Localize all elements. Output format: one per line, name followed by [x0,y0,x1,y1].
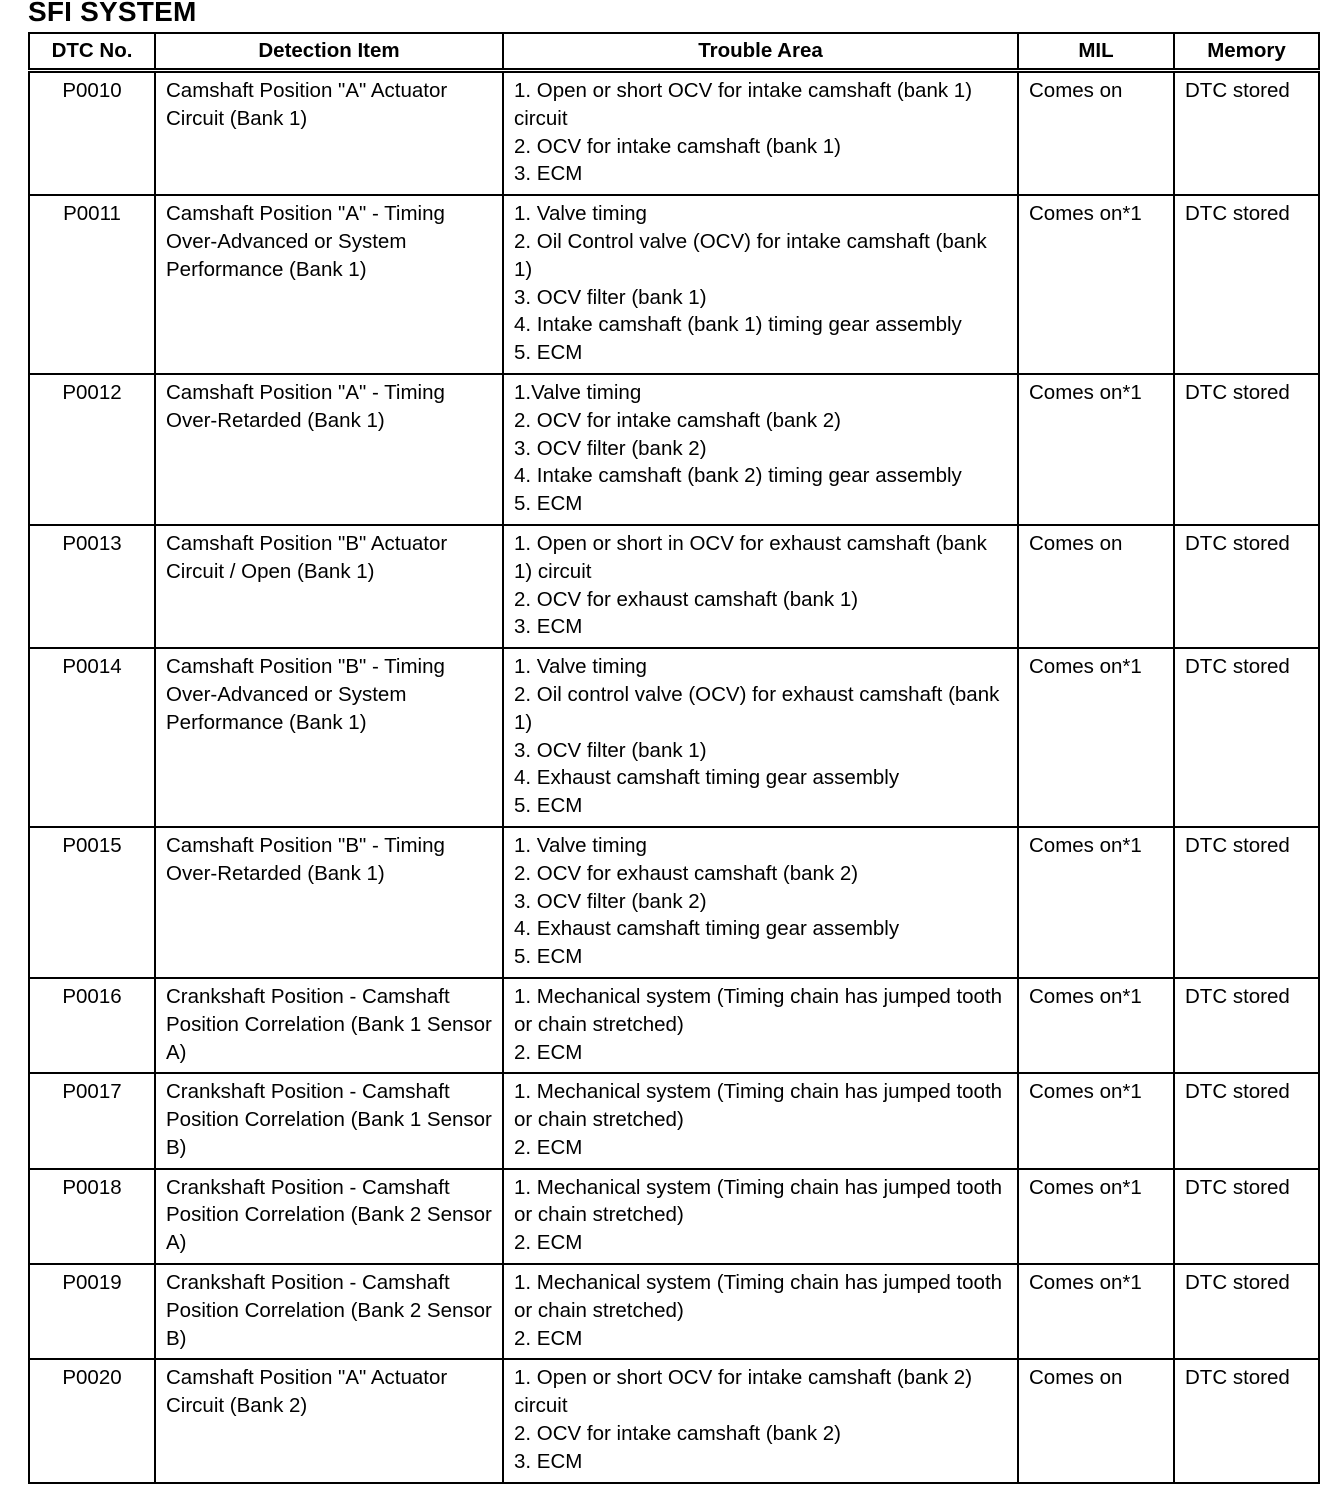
trouble-area-item: 1. Open or short OCV for intake camshaft (bank 2) circuit [514,1366,973,1418]
mil-status: Comes on [1018,1359,1174,1482]
trouble-area-item: 3. OCV filter (bank 2) [514,889,707,913]
trouble-area-item: 1. Mechanical system (Timing chain has jumped tooth or chain stretched) [514,1175,1003,1227]
table-row [29,195,1319,374]
header-row [29,33,1319,71]
trouble-area-item: 5. ECM [514,945,583,969]
dtc-code: P0013 [29,525,155,648]
detection-item: Camshaft Position "B" Actuator Circuit / Open (Bank 1) [155,525,503,648]
detection-item: Crankshaft Position - Camshaft Position Correlation (Bank 2 Sensor B) [155,1264,503,1359]
detection-item: Crankshaft Position - Camshaft Position Correlation (Bank 2 Sensor A) [155,1169,503,1264]
mil-status: Comes on [1018,71,1174,196]
dtc-code: P0020 [29,1359,155,1482]
trouble-area-item: 2. Oil Control valve (OCV) for intake camshaft (bank 1) [514,229,987,281]
trouble-area-item: 3. ECM [514,1449,583,1473]
trouble-area-item: 3. OCV filter (bank 1) [514,285,707,309]
trouble-area [503,1169,1018,1264]
trouble-area-item: 2. OCV for intake camshaft (bank 2) [514,408,841,432]
trouble-area [503,827,1018,978]
memory-status: DTC stored [1174,1264,1319,1359]
trouble-area-item: 2. Oil control valve (OCV) for exhaust camshaft (bank 1) [514,682,1000,734]
dtc-code: P0017 [29,1073,155,1168]
mil-status: Comes on*1 [1018,1169,1174,1264]
detection-item: Camshaft Position "A" Actuator Circuit (Bank 1) [155,71,503,196]
dtc-code: P0010 [29,71,155,196]
page-title: SFI SYSTEM [28,0,197,27]
trouble-area-item: 1. Valve timing [514,833,647,857]
dtc-code: P0012 [29,374,155,525]
trouble-area [503,648,1018,827]
memory-status: DTC stored [1174,71,1319,196]
trouble-area-item: 5. ECM [514,341,583,365]
dtc-code: P0016 [29,978,155,1073]
trouble-area [503,1264,1018,1359]
dtc-code: P0019 [29,1264,155,1359]
memory-status: DTC stored [1174,525,1319,648]
memory-status: DTC stored [1174,1073,1319,1168]
trouble-area-item: 3. OCV filter (bank 2) [514,436,707,460]
trouble-area-item: 1. Valve timing [514,655,647,679]
mil-status: Comes on*1 [1018,195,1174,374]
trouble-area-item: 2. ECM [514,1135,583,1159]
detection-item: Camshaft Position "A" - Timing Over-Retarded (Bank 1) [155,374,503,525]
mil-status: Comes on*1 [1018,1073,1174,1168]
table-row [29,1264,1319,1359]
trouble-area-item: 3. OCV filter (bank 1) [514,738,707,762]
header-memory: Memory [1174,33,1319,71]
header-detection-item: Detection Item [155,33,503,71]
memory-status: DTC stored [1174,648,1319,827]
table-header [29,33,1319,71]
detection-item: Crankshaft Position - Camshaft Position Correlation (Bank 1 Sensor A) [155,978,503,1073]
mil-status: Comes on*1 [1018,374,1174,525]
detection-item: Camshaft Position "B" - Timing Over-Advanced or System Performance (Bank 1) [155,648,503,827]
table-row [29,827,1319,978]
dtc-code: P0014 [29,648,155,827]
memory-status: DTC stored [1174,1359,1319,1482]
trouble-area [503,195,1018,374]
trouble-area [503,525,1018,648]
trouble-area-item: 1.Valve timing [514,380,642,404]
trouble-area [503,1073,1018,1168]
dtc-code: P0018 [29,1169,155,1264]
table-row [29,71,1319,196]
detection-item: Camshaft Position "A" - Timing Over-Advanced or System Performance (Bank 1) [155,195,503,374]
memory-status: DTC stored [1174,827,1319,978]
trouble-area-item: 2. OCV for exhaust camshaft (bank 2) [514,861,859,885]
trouble-area-item: 4. Intake camshaft (bank 2) timing gear assembly [514,464,962,488]
mil-status: Comes on*1 [1018,827,1174,978]
trouble-area-item: 3. ECM [514,615,583,639]
trouble-area-item: 1. Mechanical system (Timing chain has jumped tooth or chain stretched) [514,1271,1003,1322]
table-row [29,1359,1319,1482]
dtc-code: P0015 [29,827,155,978]
dtc-table [28,32,1320,1484]
trouble-area-item: 2. OCV for intake camshaft (bank 2) [514,1422,841,1446]
trouble-area-item: 1. Mechanical system (Timing chain has jumped tooth or chain stretched) [514,1080,1003,1132]
table-row [29,374,1319,525]
memory-status: DTC stored [1174,978,1319,1073]
trouble-area-item: 2. ECM [514,1231,583,1255]
header-dtc-no: DTC No. [29,33,155,71]
trouble-area-item: 1. Valve timing [514,202,647,226]
detection-item: Camshaft Position "B" - Timing Over-Retarded (Bank 1) [155,827,503,978]
trouble-area-item: 1. Mechanical system (Timing chain has jumped tooth or chain stretched) [514,984,1003,1036]
trouble-area-item: 2. OCV for exhaust camshaft (bank 1) [514,587,859,611]
memory-status: DTC stored [1174,1169,1319,1264]
table-row [29,525,1319,648]
trouble-area-item: 2. OCV for intake camshaft (bank 1) [514,134,841,158]
dtc-code: P0011 [29,195,155,374]
trouble-area-item: 1. Open or short in OCV for exhaust camshaft (bank 1) circuit [514,531,987,583]
detection-item: Crankshaft Position - Camshaft Position Correlation (Bank 1 Sensor B) [155,1073,503,1168]
trouble-area-item: 2. ECM [514,1326,583,1350]
trouble-area-item: 4. Intake camshaft (bank 1) timing gear assembly [514,313,962,337]
trouble-area [503,71,1018,196]
header-mil: MIL [1018,33,1174,71]
memory-status: DTC stored [1174,374,1319,525]
trouble-area [503,1359,1018,1482]
table-row [29,978,1319,1073]
trouble-area [503,374,1018,525]
table-row [29,648,1319,827]
trouble-area-item: 4. Exhaust camshaft timing gear assembly [514,766,900,790]
table-body [29,71,1319,1483]
trouble-area-item: 5. ECM [514,794,583,818]
memory-status: DTC stored [1174,195,1319,374]
trouble-area-item: 1. Open or short OCV for intake camshaft (bank 1) circuit [514,79,973,130]
trouble-area-item: 2. ECM [514,1040,583,1064]
table-row [29,1073,1319,1168]
header-trouble-area: Trouble Area [503,33,1018,71]
mil-status: Comes on [1018,525,1174,648]
mil-status: Comes on*1 [1018,648,1174,827]
detection-item: Camshaft Position "A" Actuator Circuit (Bank 2) [155,1359,503,1482]
table-row [29,1169,1319,1264]
trouble-area-item: 3. ECM [514,162,583,186]
mil-status: Comes on*1 [1018,1264,1174,1359]
trouble-area-item: 4. Exhaust camshaft timing gear assembly [514,917,900,941]
trouble-area [503,978,1018,1073]
mil-status: Comes on*1 [1018,978,1174,1073]
trouble-area-item: 5. ECM [514,492,583,516]
